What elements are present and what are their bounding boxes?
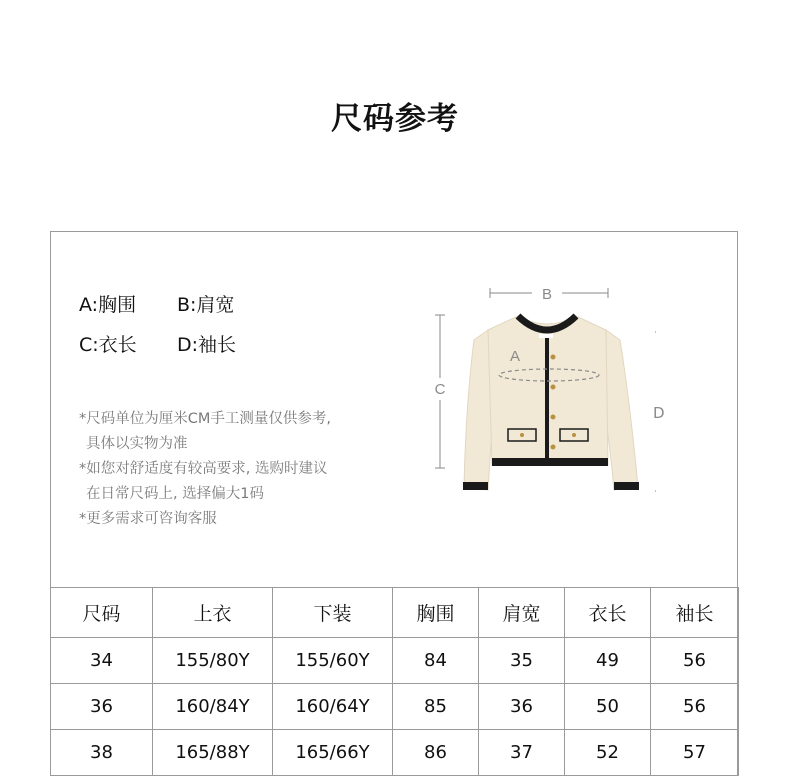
legend-chest: A:胸围 (79, 294, 137, 316)
note-unit: *尺码单位为厘米CM手工测量仅供参考, (79, 411, 331, 427)
table-cell: 57 (651, 730, 739, 776)
header-size: 尺码 (51, 588, 153, 638)
table-cell: 38 (51, 730, 153, 776)
table-cell: 86 (393, 730, 479, 776)
header-top: 上衣 (153, 588, 273, 638)
table-cell: 49 (565, 638, 651, 684)
table-cell: 165/66Y (273, 730, 393, 776)
header-shoulder: 肩宽 (479, 588, 565, 638)
table-cell: 165/88Y (153, 730, 273, 776)
label-d: D (653, 404, 665, 422)
label-b: B (541, 286, 553, 303)
jacket-illustration (463, 316, 639, 490)
dimension-b (490, 286, 608, 303)
table-cell: 155/80Y (153, 638, 273, 684)
table-row (51, 638, 739, 684)
table-cell: 36 (51, 684, 153, 730)
table-cell: 35 (479, 638, 565, 684)
size-guide-card (50, 231, 738, 776)
legend-row-2 (79, 330, 275, 357)
legend-sleeve: D:袖长 (177, 334, 237, 356)
legend-shoulder: B:肩宽 (177, 294, 235, 316)
legend-length: C:衣长 (79, 334, 137, 356)
note-fit: *如您对舒适度有较高要求, 选购时建议 (79, 461, 328, 477)
label-c: C (434, 381, 446, 398)
table-cell: 85 (393, 684, 479, 730)
table-cell: 84 (393, 638, 479, 684)
table-cell: 56 (651, 638, 739, 684)
table-cell: 160/64Y (273, 684, 393, 730)
header-chest: 胸围 (393, 588, 479, 638)
table-cell: 160/84Y (153, 684, 273, 730)
page-title: 尺码参考 (331, 101, 459, 137)
table-header-row (51, 588, 739, 638)
header-bottom: 下装 (273, 588, 393, 638)
table-row (51, 684, 739, 730)
table-cell: 50 (565, 684, 651, 730)
table-cell: 52 (565, 730, 651, 776)
header-sleeve: 袖长 (651, 588, 739, 638)
dimension-c (435, 315, 446, 468)
jacket-diagram (426, 282, 656, 502)
label-a: A (509, 348, 521, 365)
header-length: 衣长 (565, 588, 651, 638)
table-cell: 36 (479, 684, 565, 730)
table-cell: 56 (651, 684, 739, 730)
note-unit-cont: 具体以实物为准 (86, 436, 188, 452)
note-service: *更多需求可咨询客服 (79, 511, 217, 527)
table-cell: 37 (479, 730, 565, 776)
table-cell: 155/60Y (273, 638, 393, 684)
table-cell: 34 (51, 638, 153, 684)
note-fit-cont: 在日常尺码上, 选择偏大1码 (86, 486, 264, 502)
table-row (51, 730, 739, 776)
legend-row-1 (79, 290, 275, 317)
size-table (50, 587, 739, 776)
